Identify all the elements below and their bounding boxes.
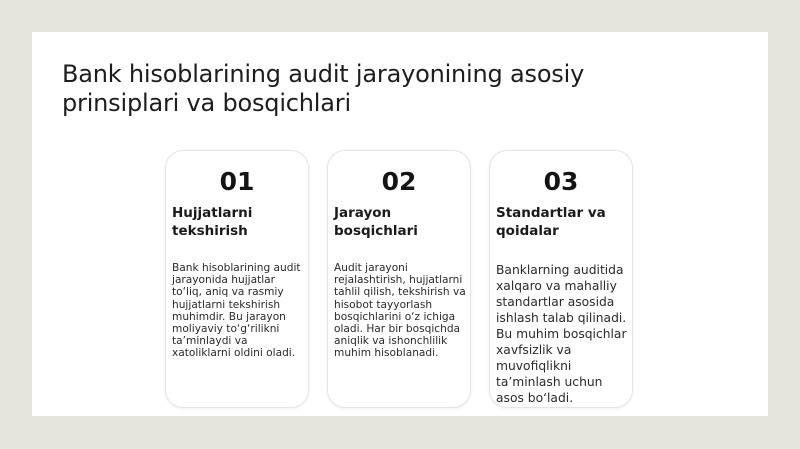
card-heading: Jarayon bosqichlari [334, 205, 418, 239]
card-text: Bank hisoblarining audit jarayonida hujjatlar to‘liq, aniq va rasmiy hujjatlarni tekshirish muhimdir. Bu jarayon moliyaviy to‘g‘rilikni ta’minlaydi va xatoliklarni oldini oladi. [172, 262, 301, 360]
card-heading: Hujjatlarni tekshirish [172, 205, 253, 239]
slide [32, 32, 768, 416]
card-documents [165, 150, 309, 408]
card-text: Banklarning auditida xalqaro va mahalliy standartlar asosida ishlash talab qilinadi. Bu muhim bosqichlar xavfsizlik va muvofiqlikni ta’minlash uchun asos bo‘ladi. [496, 263, 627, 405]
card-number: 02 [381, 167, 417, 196]
card-process-stages [327, 150, 471, 408]
slide-title: Bank hisoblarining audit jarayonining asosiy prinsiplari va bosqichlari [62, 60, 585, 117]
card-standards [489, 150, 633, 408]
card-number: 03 [543, 167, 579, 196]
card-text: Audit jarayoni rejalashtirish, hujjatlarni tahlil qilish, tekshirish va hisobot tayyorlash bosqichlarini o‘z ichiga oladi. Har bir bosqichda aniqlik va ishonchlilik muhim hisoblanadi. [334, 262, 466, 360]
card-heading: Standartlar va qoidalar [496, 205, 606, 239]
card-number: 01 [219, 167, 255, 196]
